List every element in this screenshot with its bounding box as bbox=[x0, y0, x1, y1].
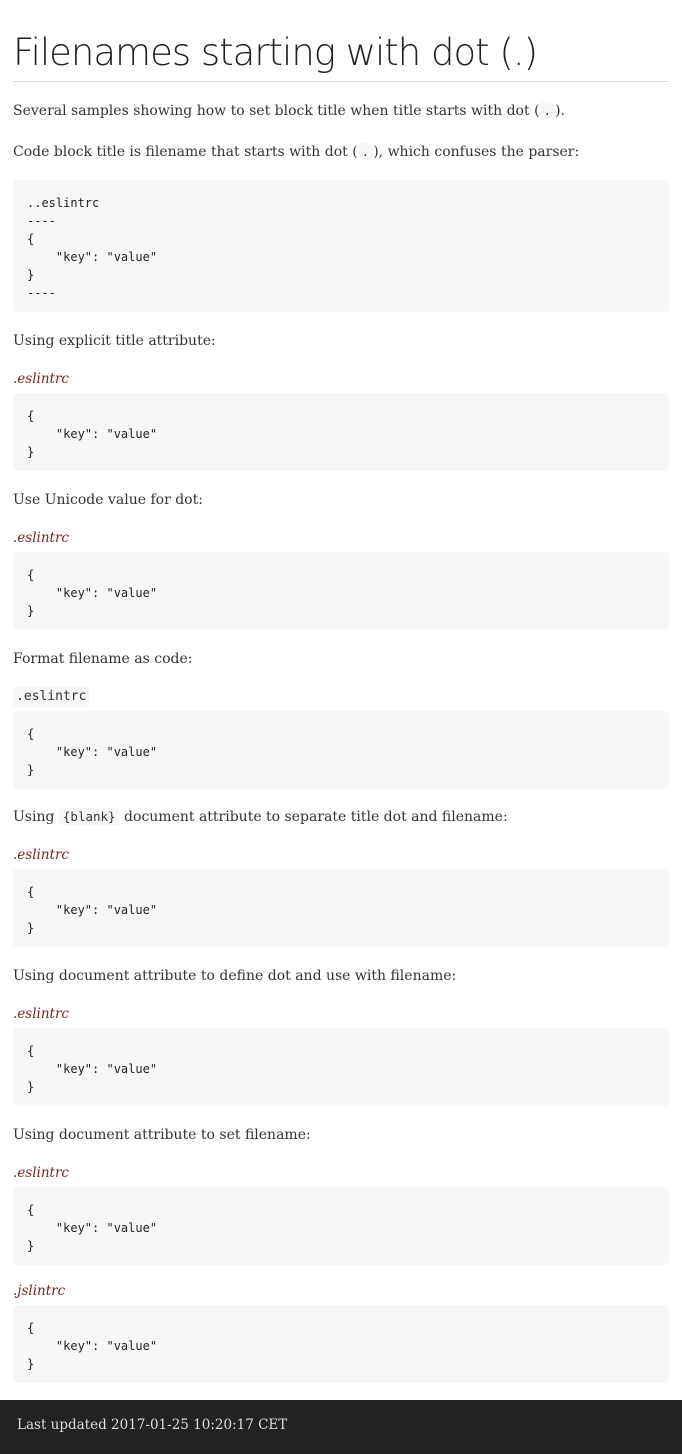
sample1-caption bbox=[13, 142, 579, 162]
sample5-block-title: .eslintrc bbox=[13, 847, 69, 863]
sample6-caption: Using document attribute to define dot and use with filename: bbox=[13, 968, 457, 984]
sample3-code: { "key": "value" } bbox=[27, 568, 158, 618]
sample1-caption-text-end: ), which confuses the parser: bbox=[373, 144, 580, 160]
sample5-caption-text-end: document attribute to separate title dot and filename: bbox=[124, 809, 508, 825]
intro-text-end: ). bbox=[555, 103, 565, 119]
sample5-inline-code: {blank} bbox=[59, 808, 120, 825]
sample4-code-block bbox=[13, 711, 669, 789]
sample2-block-title: .eslintrc bbox=[13, 371, 69, 387]
sample3-caption: Use Unicode value for dot: bbox=[13, 492, 203, 508]
sample4-code: { "key": "value" } bbox=[27, 727, 158, 777]
sample7-code-block bbox=[13, 1187, 669, 1265]
sample1-code: ..eslintrc ---- { "key": "value" } ---- bbox=[27, 196, 158, 300]
sample6-code-block bbox=[13, 1028, 669, 1106]
sample7-code: { "key": "value" } bbox=[27, 1203, 158, 1253]
intro-text: Several samples showing how to set block title when title starts with dot ( bbox=[13, 103, 540, 119]
sample6-code: { "key": "value" } bbox=[27, 1044, 158, 1094]
sample8-block-title: .jslintrc bbox=[13, 1283, 66, 1299]
footer bbox=[0, 1400, 682, 1454]
sample5-caption-text: Using bbox=[13, 809, 55, 825]
sample4-caption: Format filename as code: bbox=[13, 651, 193, 667]
title-divider bbox=[13, 81, 669, 82]
sample7-block-title: .eslintrc bbox=[13, 1165, 69, 1181]
sample3-block-title: .eslintrc bbox=[13, 530, 69, 546]
sample3-code-block bbox=[13, 552, 669, 630]
sample5-code-block bbox=[13, 869, 669, 947]
sample5-code: { "key": "value" } bbox=[27, 885, 158, 935]
last-updated-text: Last updated 2017-01-25 10:20:17 CET bbox=[17, 1417, 288, 1433]
page-title: Filenames starting with dot (.) bbox=[13, 31, 538, 74]
sample5-caption bbox=[13, 807, 508, 827]
sample8-code-block bbox=[13, 1305, 669, 1383]
intro-paragraph bbox=[13, 101, 565, 121]
sample1-code-block bbox=[13, 180, 669, 312]
sample6-block-title: .eslintrc bbox=[13, 1006, 69, 1022]
sample2-code: { "key": "value" } bbox=[27, 409, 158, 459]
sample2-caption: Using explicit title attribute: bbox=[13, 333, 216, 349]
sample2-code-block bbox=[13, 393, 669, 471]
sample8-code: { "key": "value" } bbox=[27, 1321, 158, 1371]
sample1-inline-code: . bbox=[358, 143, 374, 160]
sample4-block-title: .eslintrc bbox=[13, 687, 89, 707]
sample7-caption: Using document attribute to set filename: bbox=[13, 1127, 311, 1143]
sample1-caption-text: Code block title is filename that starts with dot ( bbox=[13, 144, 358, 160]
intro-inline-code: . bbox=[540, 102, 556, 119]
